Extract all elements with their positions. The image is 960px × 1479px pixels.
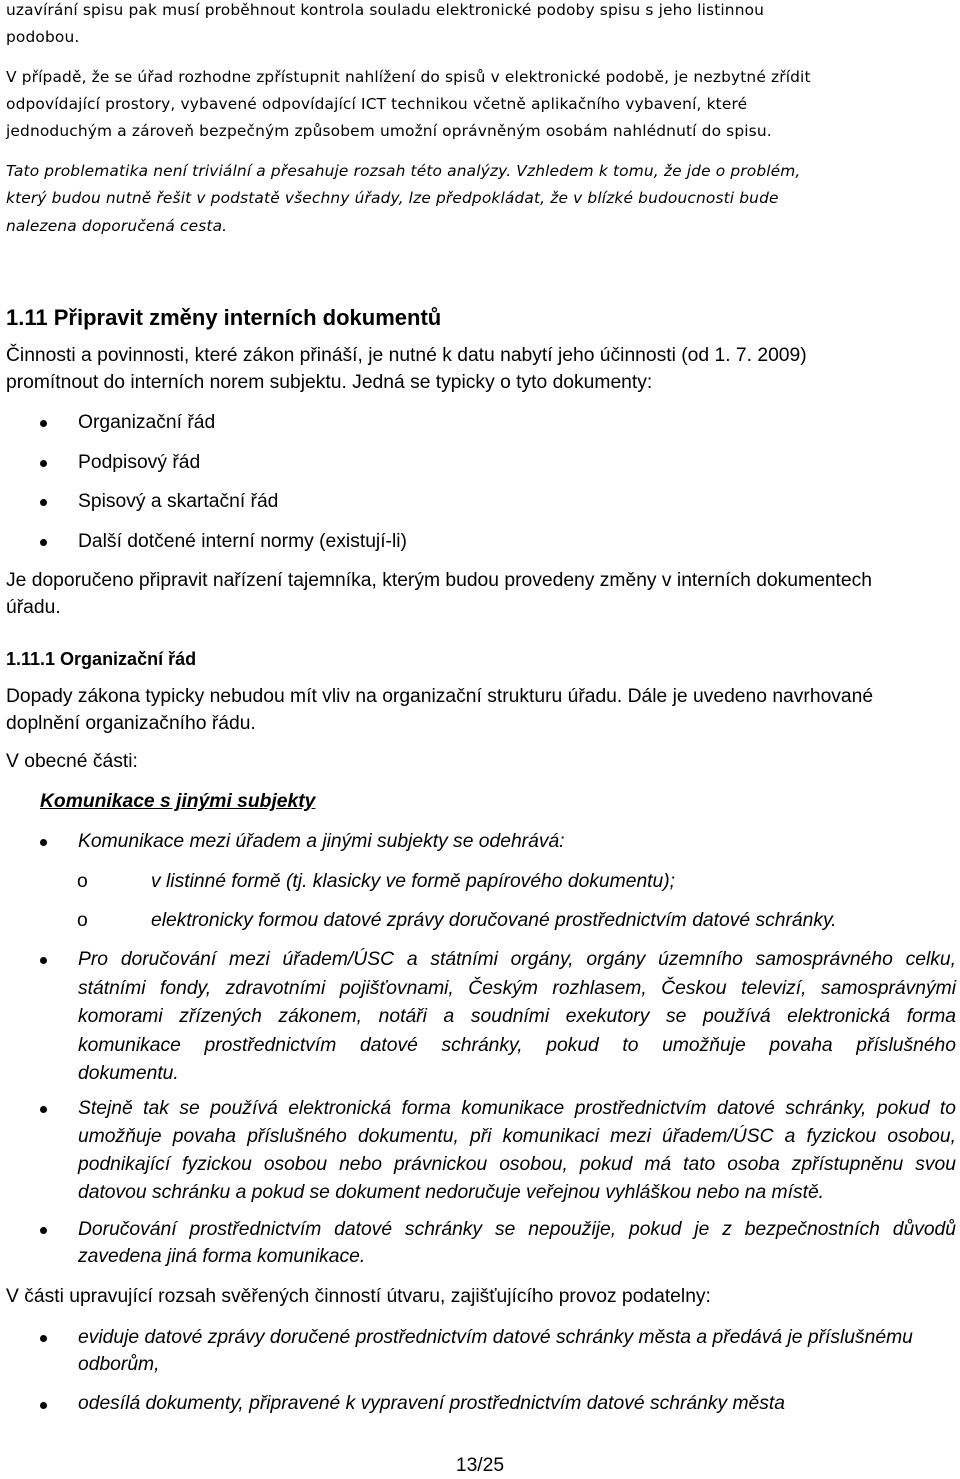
text-line: promítnout do interních norem subjektu. Jedná se typicky o tyto dokumenty:: [6, 372, 653, 393]
bullet-icon: [40, 1402, 47, 1409]
list-item: [78, 1324, 956, 1378]
subsection-title: [40, 789, 315, 815]
text-line: Činnosti a povinnosti, které zákon přináší, je nutné k datu nabytí jeho účinnosti (od 1. 7. 2009): [6, 345, 807, 366]
list-item: Další dotčené interní normy (existují-li): [78, 531, 407, 552]
bullet-icon: [40, 957, 47, 964]
list-item: [78, 1216, 956, 1270]
text-line: V obecné části:: [6, 751, 138, 772]
list-item: Spisový a skartační řád: [78, 491, 279, 512]
bullet-icon: [40, 499, 47, 506]
list-item-line: státními fondy, zdravotními pojišťovnami, Českým rozhlasem, Českou televizí, samosprávnými: [78, 977, 956, 999]
text-line: Dopady zákona typicky nebudou mít vliv na organizační strukturu úřadu. Dále je uvedeno navrhované: [6, 686, 874, 707]
bullet-icon: [40, 839, 47, 846]
bullet-icon: [40, 1335, 47, 1342]
list-item-line: Pro doručování mezi úřadem/ÚSC a státními orgány, orgány územního samosprávného celku,: [78, 949, 956, 970]
list-item-line: datovou schránku a pokud se dokument nedoručuje veřejnou vyhláškou nebo na místě.: [78, 1182, 825, 1203]
list-item: [78, 1095, 956, 1207]
text-line: Je doporučeno připravit nařízení tajemníka, kterým budou provedeny změny v interních dokumentech: [6, 570, 872, 591]
text-line: nalezena doporučená cesta.: [6, 217, 228, 235]
sub-bullet-icon: o: [77, 871, 88, 892]
list-item-line: dokumentu.: [78, 1063, 179, 1084]
sub-list-item: elektronicky formou datové zprávy doručované prostřednictvím datové schránky.: [151, 910, 837, 931]
subsection-heading: 1.11.1 Organizační řád: [6, 649, 197, 669]
list-item-line: umožňuje povaha příslušného dokumentu, při komunikaci mezi úřadem/ÚSC a fyzickou osobou,: [78, 1126, 956, 1147]
text-line: odpovídající prostory, vybavené odpovídající ICT technikou včetně aplikačního vybavení, které: [6, 95, 748, 113]
list-item-line: komorami zřízených zákonem, notáři a soudními exekutory se používá elektronická forma: [78, 1006, 956, 1027]
list-item: [78, 946, 956, 1089]
text-line: V části upravující rozsah svěřených činností útvaru, zajišťujícího provoz podatelny:: [6, 1286, 711, 1307]
section-heading: 1.11 Připravit změny interních dokumentů: [6, 305, 442, 330]
list-item: odesílá dokumenty, připravené k vypravení prostřednictvím datové schránky města: [78, 1393, 785, 1414]
bullet-icon: [40, 420, 47, 427]
list-item-line: eviduje datové zprávy doručené prostřednictvím datové schránky města a předává je příslušnému: [78, 1327, 913, 1348]
sub-list-item: v listinné formě (tj. klasicky ve formě papírového dokumentu);: [151, 871, 676, 892]
text-line: V případě, že se úřad rozhodne zpřístupnit nahlížení do spisů v elektronické podobě, je nezbytné zřídit: [6, 68, 811, 86]
bullet-icon: [40, 460, 47, 467]
text-line: uzavírání spisu pak musí proběhnout kontrola souladu elektronické podoby spisu s jeho listinnou: [6, 1, 765, 19]
page-number: 13/25: [455, 1455, 505, 1476]
text-line: podobou.: [6, 28, 80, 46]
bullet-icon: [40, 1227, 47, 1234]
list-item-line: odborům,: [78, 1354, 160, 1375]
text-line: úřadu.: [6, 597, 61, 618]
list-item-line: komunikace prostřednictvím datové schránky, pokud to umožňuje povaha příslušného: [78, 1034, 956, 1056]
text-line: doplnění organizačního řádu.: [6, 713, 256, 734]
comm-title: Komunikace s jinými subjekty: [40, 791, 316, 812]
list-item-line: Doručování prostřednictvím datové schránky se nepoužije, pokud je z bezpečnostních důvodů: [78, 1219, 956, 1240]
list-item: Podpisový řád: [78, 452, 201, 473]
list-item-line: podnikající fyzickou osobou nebo právnickou osobou, pokud má tato osoba zpřístupněnu svou: [78, 1154, 956, 1175]
text-line: jednoduchým a zároveň bezpečným způsobem umožní oprávněným osobám nahlédnutí do spisu.: [6, 122, 772, 140]
list-item-line: zavedena jiná forma komunikace.: [78, 1246, 366, 1267]
bullet-icon: [40, 539, 47, 546]
list-item: Komunikace mezi úřadem a jinými subjekty se odehrává:: [78, 831, 565, 852]
text-line: který budou nutně řešit v podstatě všechny úřady, lze předpokládat, že v blízké budoucnosti bude: [6, 189, 779, 207]
text-line: Tato problematika není triviální a přesahuje rozsah této analýzy. Vzhledem k tomu, že jde o problém,: [6, 162, 801, 180]
bullet-icon: [40, 1106, 47, 1113]
list-item: Organizační řád: [78, 412, 216, 433]
sub-bullet-icon: o: [77, 910, 88, 931]
list-item-line: Stejně tak se používá elektronická forma komunikace prostřednictvím datové schránky, pokud to: [78, 1098, 956, 1119]
